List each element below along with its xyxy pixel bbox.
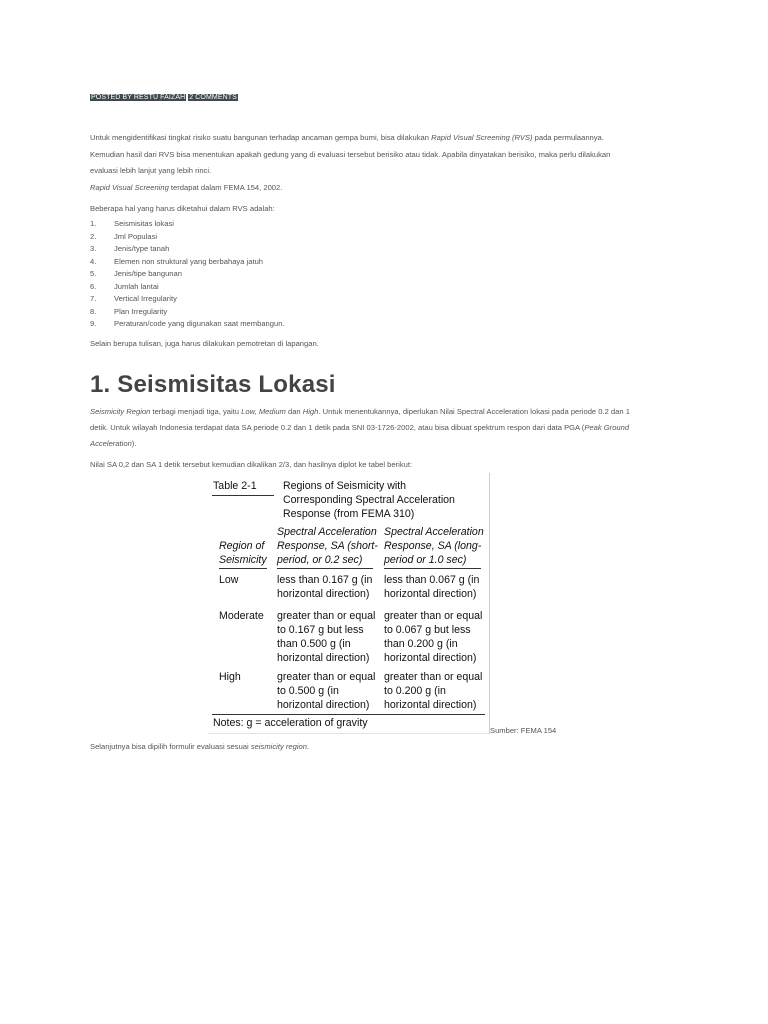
- closing-text: Selanjutnya bisa dipilih formulir evaluasi sesuai: [90, 742, 251, 751]
- column-header: Spectral Acceleration: [277, 526, 377, 538]
- table-title: Corresponding Spectral Acceleration: [283, 494, 455, 506]
- list-item-label: Jenis/tipe bangunan: [114, 269, 182, 278]
- cell-value: greater than or equal: [277, 610, 376, 622]
- list-item-number: 1.: [90, 219, 97, 228]
- intro-emphasis: Rapid Visual Screening (RVS): [431, 133, 533, 142]
- cell-value: less than 0.067 g (in: [384, 574, 480, 586]
- comments-link[interactable]: 2 COMMENTS: [189, 94, 237, 101]
- list-item-label: Elemen non struktural yang berbahaya jatuh: [114, 256, 264, 266]
- list-item-number: 5.: [90, 269, 97, 278]
- cell-value: than 0.200 g (in: [384, 638, 458, 650]
- intro-text: Kemudian hasil dari RVS bisa menentukan apakah gedung yang di evaluasi tersebut berisiko atau tidak. Apabila dinyatakan berisiko, maka perlu dilakukan: [90, 150, 611, 159]
- section-text: detik. Untuk wilayah Indonesia terdapat data SA periode 0.2 dan 1 detik pada SNI 03-1726-2002, atau bisa dibuat spektrum respon dari data PGA (: [90, 423, 585, 432]
- list-item-label: Jumlah lantai: [114, 281, 159, 291]
- section-emphasis: Peak Ground: [584, 423, 630, 432]
- list-intro: Beberapa hal yang harus diketahui dalam RVS adalah:: [90, 204, 275, 213]
- cell-value: to 0.500 g (in: [277, 685, 339, 697]
- cell-value: to 0.067 g but less: [384, 624, 471, 636]
- figure-source: Sumber: FEMA 154: [490, 726, 557, 735]
- list-item: [90, 294, 285, 307]
- region-high: High: [219, 671, 241, 683]
- cell-value: greater than or equal: [277, 671, 376, 683]
- table-rule: [212, 495, 274, 496]
- region-moderate: Moderate: [219, 610, 264, 622]
- intro-paragraph: [90, 133, 680, 143]
- table-intro: Nilai SA 0,2 dan SA 1 detik tersebut kemudian dikalikan 2/3, dan hasilnya diplot ke tabel berikut:: [90, 460, 413, 469]
- table-title: Regions of Seismicity with: [283, 480, 407, 492]
- column-header: Seismicity: [219, 554, 267, 566]
- list-item-label: Plan Irregularity: [114, 306, 168, 316]
- list-item: [90, 257, 285, 270]
- cell-value: greater than or equal: [384, 671, 483, 683]
- column-header: period or 1.0 sec): [384, 554, 467, 566]
- list-item: [90, 307, 285, 320]
- list-item-label: Seismisitas lokasi: [114, 219, 174, 228]
- list-item-number: 8.: [90, 306, 97, 316]
- section-text: . Untuk menentukannya, diperlukan Nilai Spectral Acceleration lokasi pada periode 0.2 dan 1: [318, 407, 630, 416]
- list-item: [90, 282, 285, 295]
- closing-emphasis: seismicity region: [250, 742, 307, 751]
- section-paragraph: [90, 423, 680, 433]
- header-underline: [277, 568, 373, 569]
- list-item-label: Vertical Irregularity: [114, 294, 177, 303]
- list-item-label: Peraturan/code yang digunakan saat membangun.: [114, 319, 285, 328]
- section-heading: 1. Seismisitas Lokasi: [90, 371, 336, 398]
- header-underline: [384, 568, 481, 569]
- rvs-criteria-list: [90, 219, 285, 332]
- cell-value: to 0.167 g but less: [277, 624, 364, 636]
- intro-text: pada permulaannya.: [532, 133, 604, 142]
- list-item-label: Jml Populasi: [114, 231, 158, 241]
- cell-value: horizontal direction): [384, 699, 477, 711]
- list-item-number: 6.: [90, 281, 97, 291]
- intro-emphasis: Rapid Visual Screening: [90, 183, 169, 192]
- notes-rule: [212, 714, 485, 715]
- column-header: Region of: [219, 540, 265, 552]
- header-underline: [219, 568, 267, 569]
- cell-value: horizontal direction): [384, 652, 477, 664]
- section-emphasis: High: [302, 407, 319, 416]
- cell-value: than 0.500 g (in: [277, 638, 351, 650]
- list-item: [90, 319, 285, 332]
- list-item-number: 3.: [90, 244, 97, 253]
- list-item-number: 2.: [90, 231, 97, 241]
- cell-value: horizontal direction): [277, 588, 370, 600]
- section-text: dan: [285, 407, 303, 416]
- column-header: Spectral Acceleration: [384, 526, 484, 538]
- posted-by-link[interactable]: POSTED BY RESTU FAIZAH: [91, 94, 186, 101]
- table-notes: Notes: g = acceleration of gravity: [213, 717, 368, 729]
- post-meta: [90, 93, 238, 102]
- section-emphasis: Low, Medium: [241, 407, 286, 416]
- cell-value: horizontal direction): [277, 652, 370, 664]
- list-item-label: Jenis/type tanah: [114, 244, 170, 253]
- cell-value: to 0.200 g (in: [384, 685, 446, 697]
- table-number: Table 2-1: [213, 480, 257, 492]
- column-header: Response, SA (long-: [384, 540, 482, 552]
- cell-value: horizontal direction): [277, 699, 370, 711]
- section-emphasis: Acceleration: [90, 439, 132, 448]
- intro-text: terdapat dalam FEMA 154, 2002.: [168, 183, 283, 192]
- table-title: Response (from FEMA 310): [283, 508, 415, 520]
- section-text: terbagi menjadi tiga, yaitu: [150, 407, 242, 416]
- intro-fema-reference: [90, 183, 680, 193]
- photo-note: Selain berupa tulisan, juga harus dilakukan pemotretan di lapangan.: [90, 339, 319, 348]
- closing-paragraph: [90, 742, 680, 752]
- list-item: [90, 219, 285, 232]
- region-low: Low: [219, 574, 239, 586]
- list-item: [90, 269, 285, 282]
- fema-seismicity-table-image: [208, 473, 490, 734]
- cell-value: horizontal direction): [384, 588, 477, 600]
- closing-text: .: [306, 742, 310, 751]
- section-emphasis: Seismicity Region: [90, 407, 151, 416]
- section-text: ).: [131, 439, 137, 448]
- cell-value: less than 0.167 g (in: [277, 574, 373, 586]
- list-item-number: 4.: [90, 256, 97, 266]
- intro-text: Untuk mengidentifikasi tingkat risiko suatu bangunan terhadap ancaman gempa bumi, bisa dilakukan: [90, 133, 432, 142]
- list-item-number: 9.: [90, 319, 97, 328]
- list-item: [90, 244, 285, 257]
- list-item: [90, 232, 285, 245]
- intro-text: evaluasi lebih lanjut yang lebih rinci.: [90, 166, 212, 175]
- column-header: Response, SA (short-: [277, 540, 378, 552]
- column-header: period, or 0.2 sec): [277, 554, 363, 566]
- cell-value: greater than or equal: [384, 610, 483, 622]
- section-paragraph: [90, 407, 680, 417]
- section-paragraph: [90, 439, 680, 449]
- list-item-number: 7.: [90, 294, 97, 303]
